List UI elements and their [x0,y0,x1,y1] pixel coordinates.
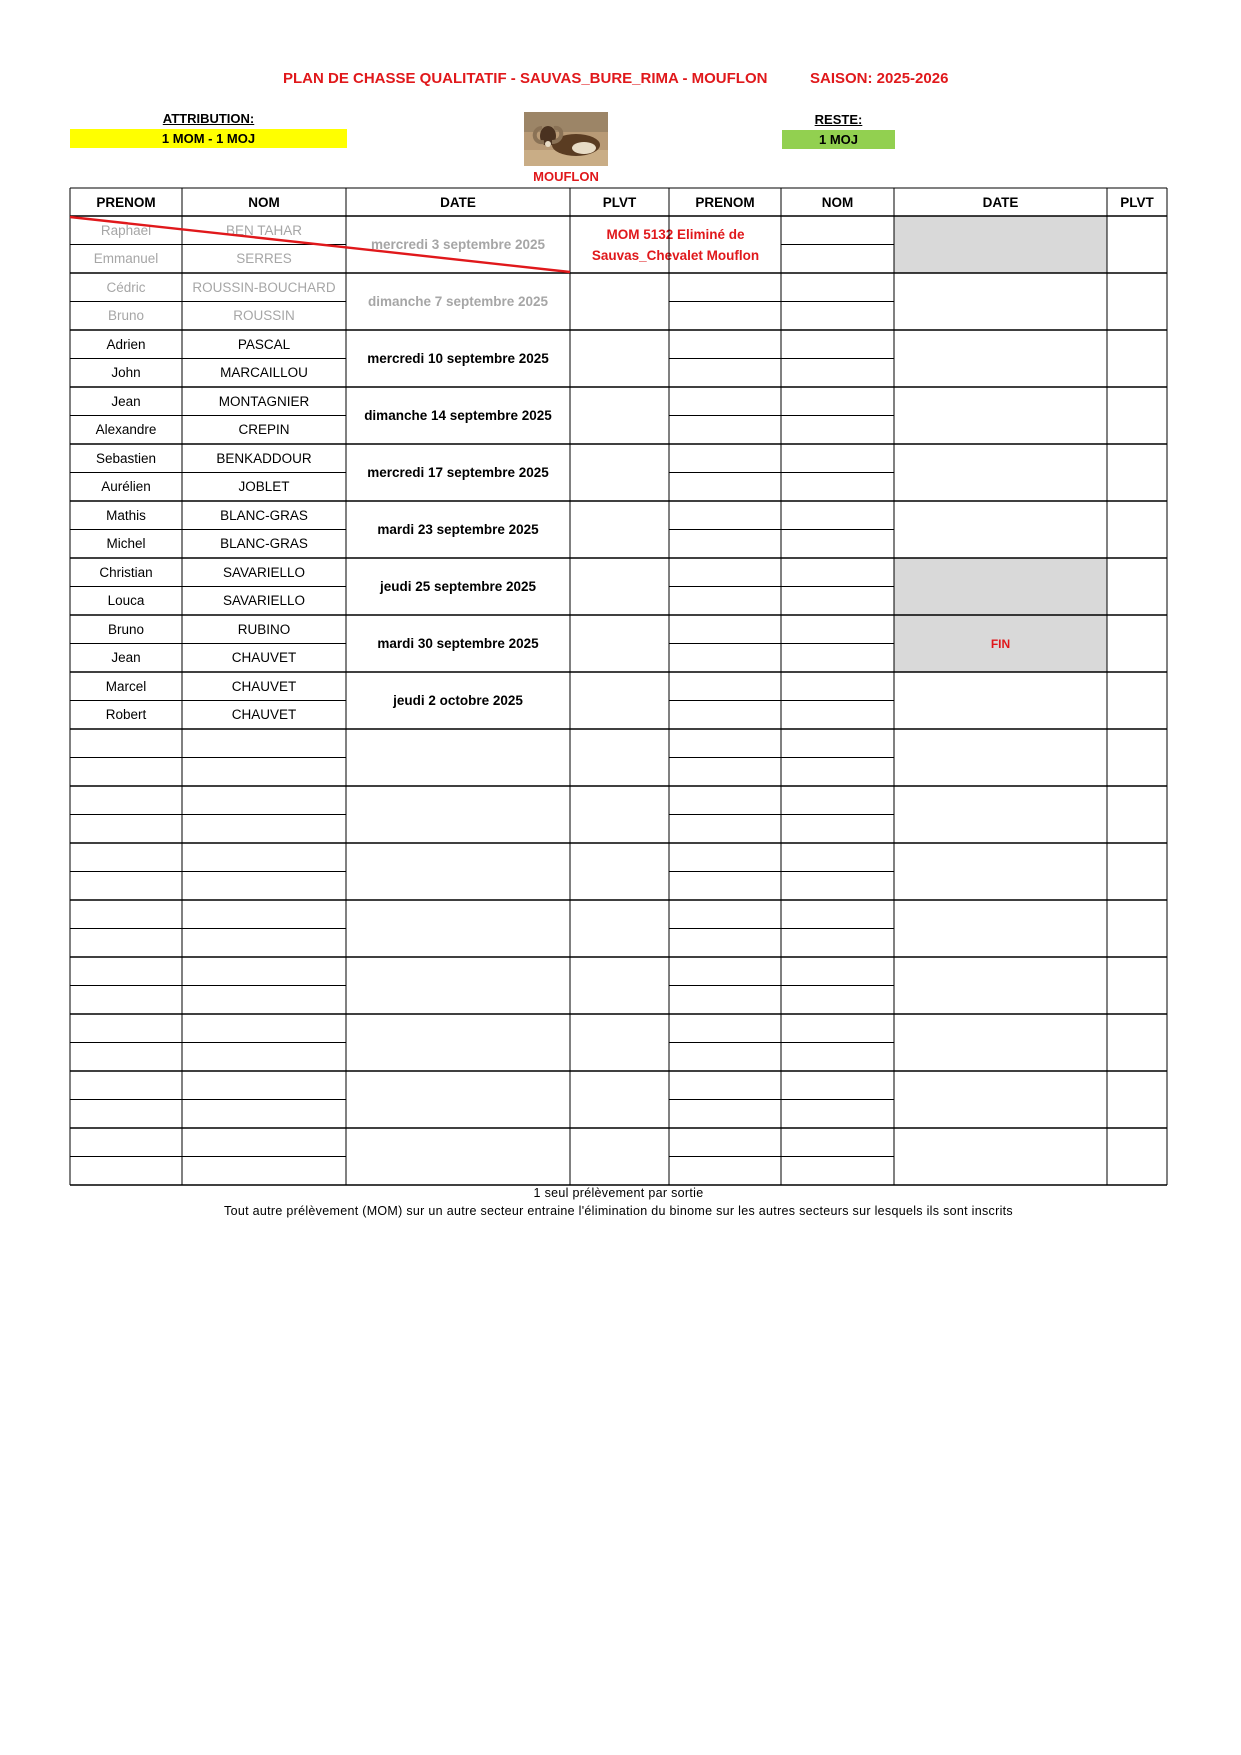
column-header-date: DATE [982,194,1019,210]
column-header-nom: NOM [821,194,854,210]
prenom-cell: Jean [111,650,141,666]
prenom-cell: Christian [99,564,153,580]
prenom-cell: Jean [111,393,141,409]
nom-cell: BENKADDOUR [216,450,312,466]
nom-cell: SAVARIELLO [222,564,306,580]
prenom-cell: Alexandre [95,422,157,438]
date-cell: jeudi 2 octobre 2025 [393,693,523,708]
column-header-nom: NOM [248,194,280,210]
right-date-cell: FIN [990,636,1011,651]
nom-cell: BLANC-GRAS [220,536,308,552]
plan-title: PLAN DE CHASSE QUALITATIF - SAUVAS_BURE_RIMA - MOUFLON [283,70,768,87]
prenom-cell: Bruno [107,308,145,324]
nom-cell: BLANC-GRAS [220,507,308,523]
footer-rule-1: 1 seul prélèvement par sortie [533,1186,704,1200]
attribution-label: ATTRIBUTION: [162,111,255,126]
nom-cell: MARCAILLOU [220,365,308,381]
date-cell: mardi 23 septembre 2025 [377,522,539,537]
nom-cell: CHAUVET [231,678,297,694]
date-cell: mercredi 10 septembre 2025 [367,351,549,366]
column-header-prenom: PRENOM [96,194,156,210]
date-cell: mercredi 17 septembre 2025 [367,465,549,480]
prenom-cell: Bruno [107,621,145,637]
prenom-cell: Louca [107,593,145,609]
prenom-cell: Emmanuel [93,251,159,267]
prenom-cell: Michel [106,536,146,552]
column-header-plvt: PLVT [602,194,637,210]
date-cell: dimanche 7 septembre 2025 [367,294,549,309]
nom-cell: MONTAGNIER [218,393,310,409]
column-header-prenom: PRENOM [695,194,755,210]
nom-cell: JOBLET [238,479,290,495]
prenom-cell: Sebastien [95,450,157,466]
prenom-cell: Marcel [105,678,147,694]
nom-cell: BEN TAHAR [225,222,303,238]
footer-rule-2: Tout autre prélèvement (MOM) sur un autre secteur entraine l'élimination du binome sur les autres secteurs sur lesquels ils sont inscrits [224,1204,1013,1218]
column-header-plvt: PLVT [1120,194,1154,210]
date-cell: mercredi 3 septembre 2025 [370,237,546,252]
date-cell: dimanche 14 septembre 2025 [364,408,552,423]
season-label: SAISON: 2025-2026 [810,70,949,87]
prenom-cell: Raphael [100,222,152,238]
prenom-cell: Robert [105,707,147,723]
nom-cell: PASCAL [237,336,291,352]
reste-label: RESTE: [814,112,863,127]
nom-cell: CHAUVET [231,707,297,723]
nom-cell: RUBINO [237,621,291,637]
column-header-date: DATE [440,194,476,210]
nom-cell: CREPIN [238,422,290,438]
prenom-cell: Mathis [106,507,146,523]
nom-cell: ROUSSIN [233,308,295,324]
nom-cell: CHAUVET [231,650,297,666]
plvt-note: MOM 5132 Eliminé de Sauvas_Chevalet Mouflon [591,226,760,263]
nom-cell: SERRES [236,251,292,267]
date-cell: mardi 30 septembre 2025 [377,636,539,651]
prenom-cell: Aurélien [101,479,151,495]
reste-value: 1 MOJ [782,130,895,149]
date-cell: jeudi 25 septembre 2025 [379,579,537,594]
nom-cell: ROUSSIN-BOUCHARD [192,279,336,295]
prenom-cell: John [111,365,141,381]
nom-cell: SAVARIELLO [222,593,306,609]
prenom-cell: Adrien [106,336,146,352]
prenom-cell: Cédric [106,279,146,295]
attribution-value: 1 MOM - 1 MOJ [70,129,347,148]
photo-caption: MOUFLON [533,169,599,184]
